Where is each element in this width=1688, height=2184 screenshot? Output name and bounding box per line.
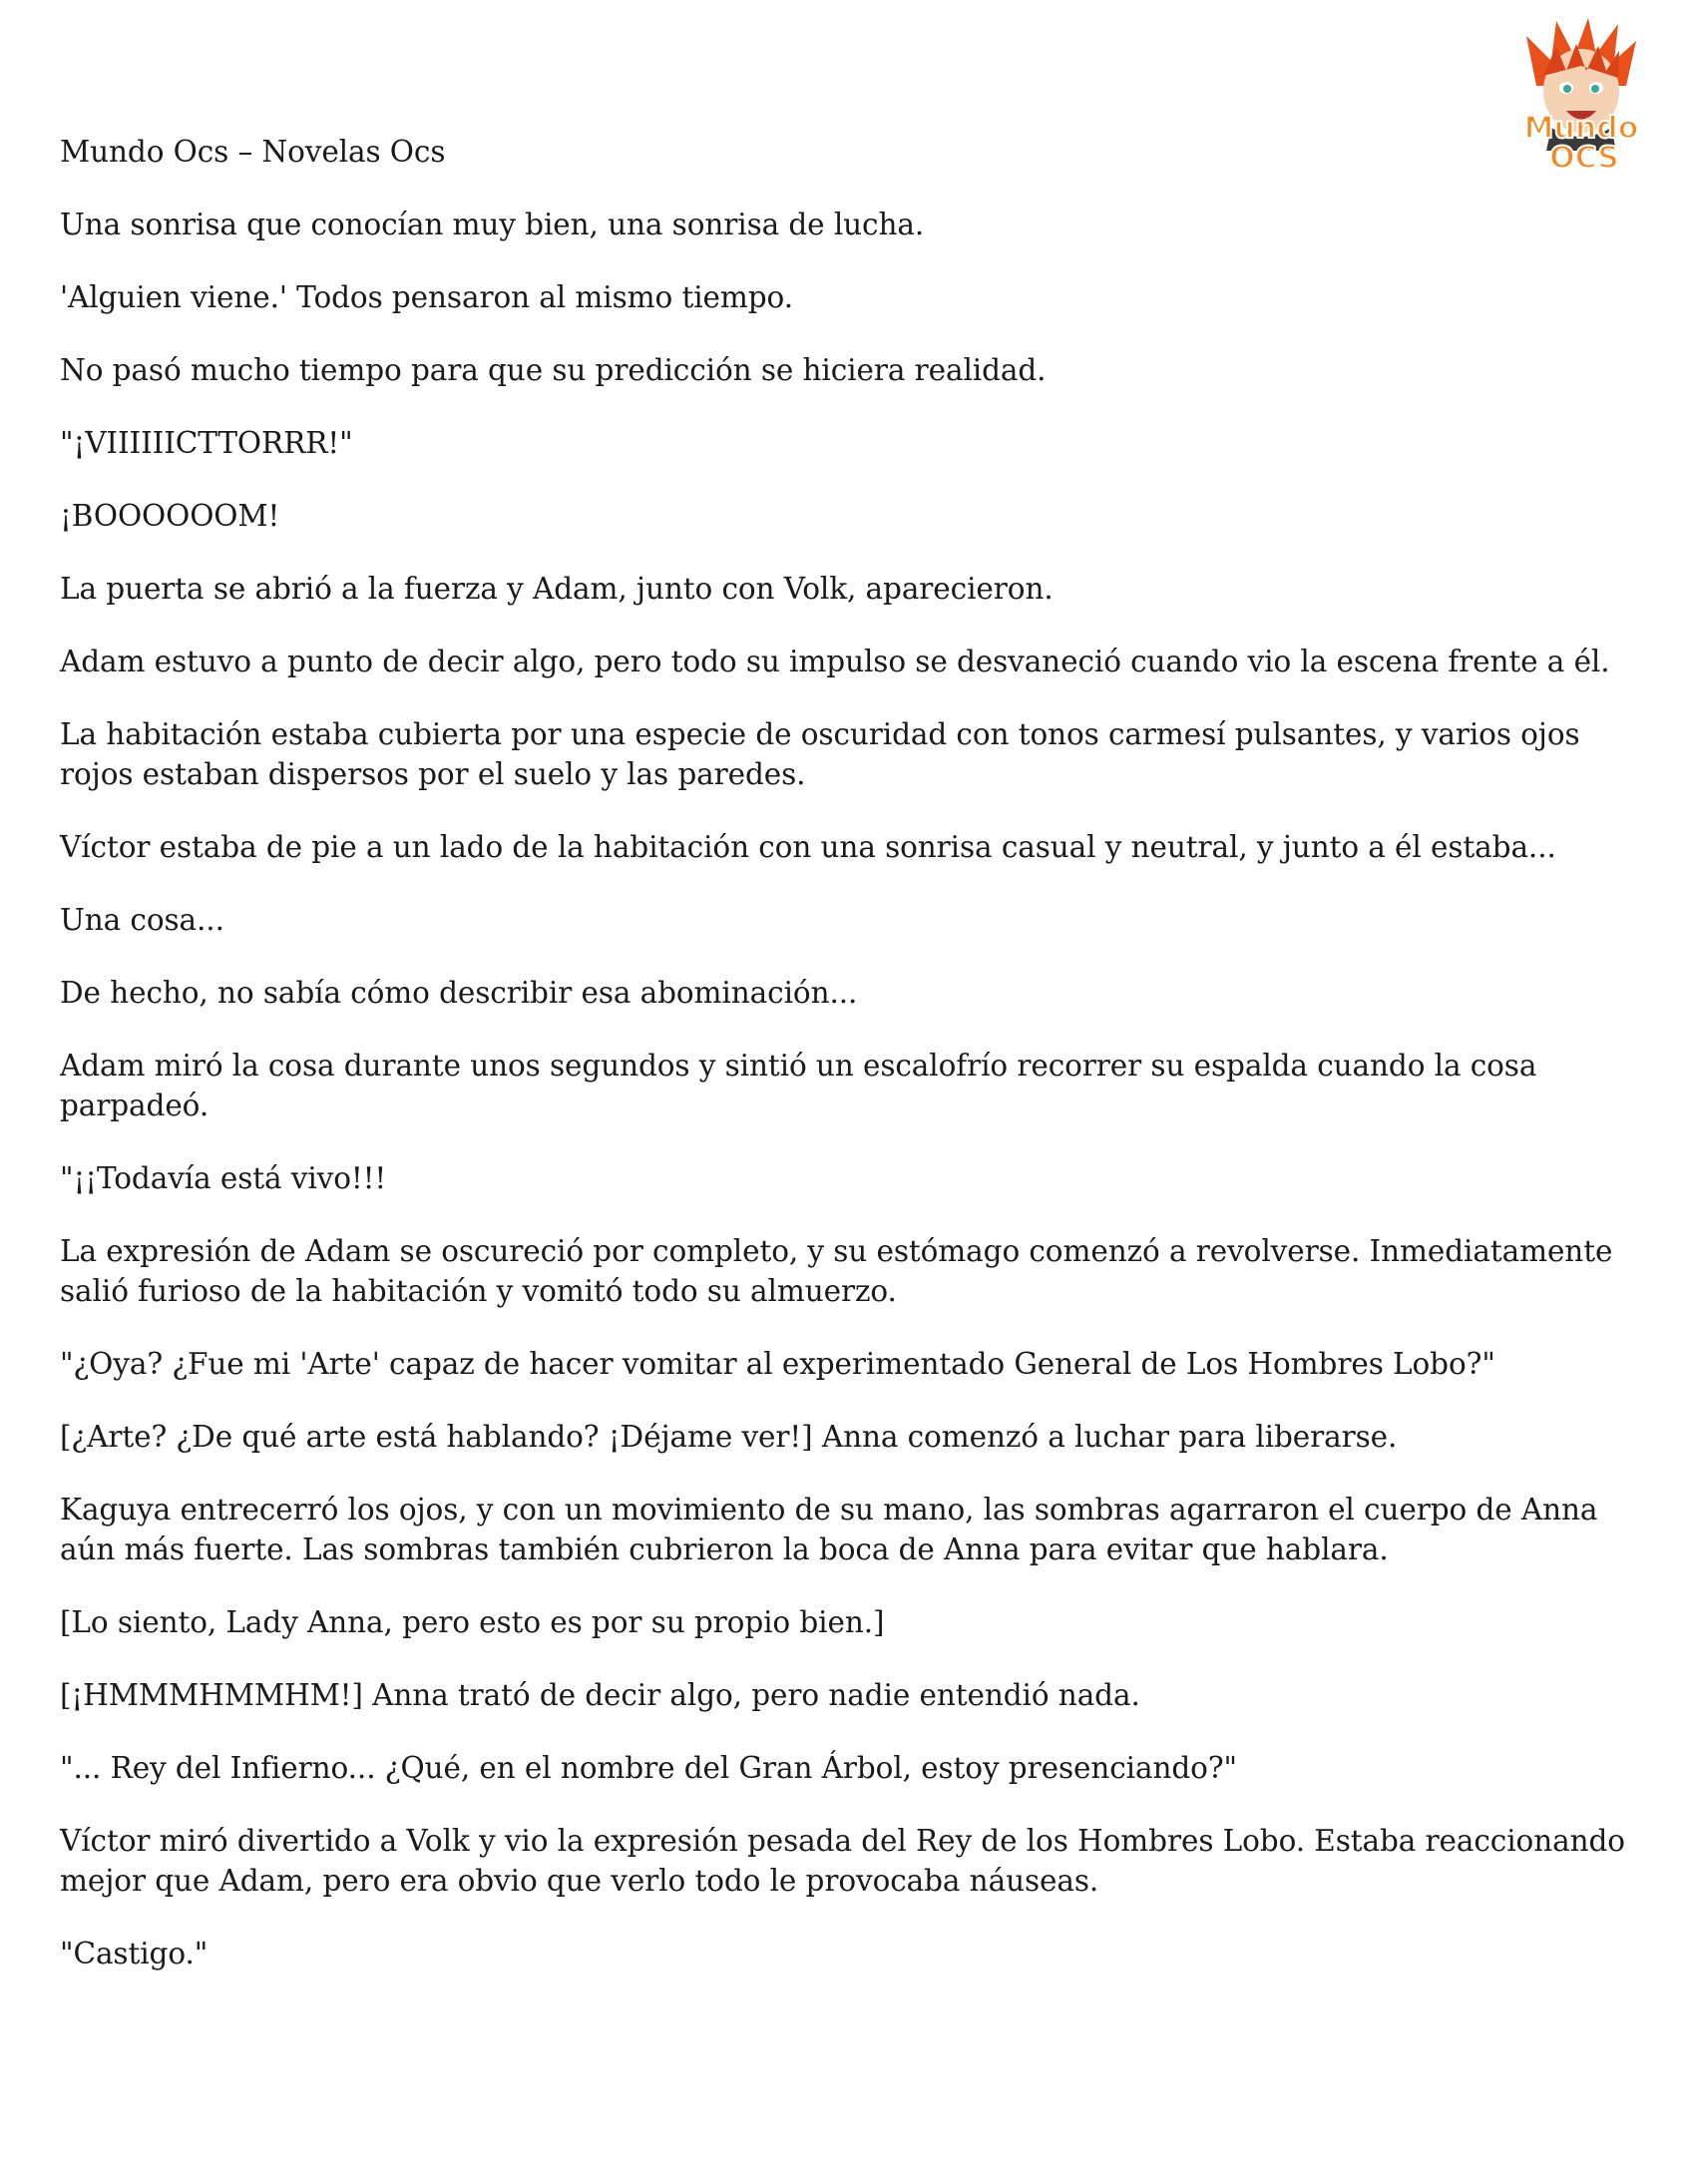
paragraph: Víctor miró divertido a Volk y vio la expresión pesada del Rey de los Hombres Lobo. Estaba reaccionando mejor que Adam, pero era obvio que verlo todo le provocaba náuseas. <box>60 1824 1625 1898</box>
paragraph: Kaguya entrecerró los ojos, y con un movimiento de su mano, las sombras agarraron el cuerpo de Anna aún más fuerte. Las sombras también cubrieron la boca de Anna para evitar que hablara. <box>60 1493 1598 1566</box>
paragraph: Víctor estaba de pie a un lado de la habitación con una sonrisa casual y neutral, y junto a él estaba... <box>60 830 1556 864</box>
paragraph: Una sonrisa que conocían muy bien, una sonrisa de lucha. <box>60 208 925 241</box>
logo-text-line2: OCS <box>1549 141 1619 176</box>
document-body <box>60 132 1646 2006</box>
paragraph: De hecho, no sabía cómo describir esa abominación... <box>60 976 858 1010</box>
paragraph: "¡¡Todavía está vivo!!! <box>60 1161 387 1195</box>
paragraph: "¿Oya? ¿Fue mi 'Arte' capaz de hacer vomitar al experimentado General de Los Hombres Lobo?" <box>60 1347 1495 1381</box>
paragraph: "... Rey del Infierno... ¿Qué, en el nombre del Gran Árbol, estoy presenciando?" <box>60 1751 1238 1785</box>
paragraph: Una cosa... <box>60 903 224 937</box>
logo-text-line1: Mundo <box>1523 111 1639 146</box>
paragraph: "Castigo." <box>60 1937 209 1970</box>
paragraph: 'Alguien viene.' Todos pensaron al mismo tiempo. <box>60 280 793 314</box>
paragraph: La habitación estaba cubierta por una especie de oscuridad con tonos carmesí pulsantes, y varios ojos rojos estaban dispersos por el suelo y las paredes. <box>60 717 1580 791</box>
paragraph: La expresión de Adam se oscureció por completo, y su estómago comenzó a revolverse. Inmediatamente salió furioso de la habitación y vomitó todo su almuerzo. <box>60 1234 1613 1308</box>
paragraph: ¡BOOOOOOM! <box>60 499 280 533</box>
paragraph: [¡HMMMHMMHM!] Anna trató de decir algo, pero nadie entendió nada. <box>60 1678 1140 1712</box>
paragraph: Adam miró la cosa durante unos segundos y sintió un escalofrío recorrer su espalda cuando la cosa parpadeó. <box>60 1049 1537 1122</box>
paragraph: Adam estuvo a punto de decir algo, pero todo su impulso se desvaneció cuando vio la escena frente a él. <box>60 645 1610 678</box>
paragraph: "¡VIIIIIICTTORRR!" <box>60 426 353 460</box>
paragraph: La puerta se abrió a la fuerza y Adam, junto con Volk, aparecieron. <box>60 572 1054 606</box>
paragraph: No pasó mucho tiempo para que su predicción se hiciera realidad. <box>60 353 1047 387</box>
paragraph: [¿Arte? ¿De qué arte está hablando? ¡Déjame ver!] Anna comenzó a luchar para liberarse. <box>60 1420 1398 1454</box>
document-header: Mundo Ocs – Novelas Ocs <box>60 135 446 169</box>
paragraph: [Lo siento, Lady Anna, pero esto es por su propio bien.] <box>60 1605 885 1639</box>
